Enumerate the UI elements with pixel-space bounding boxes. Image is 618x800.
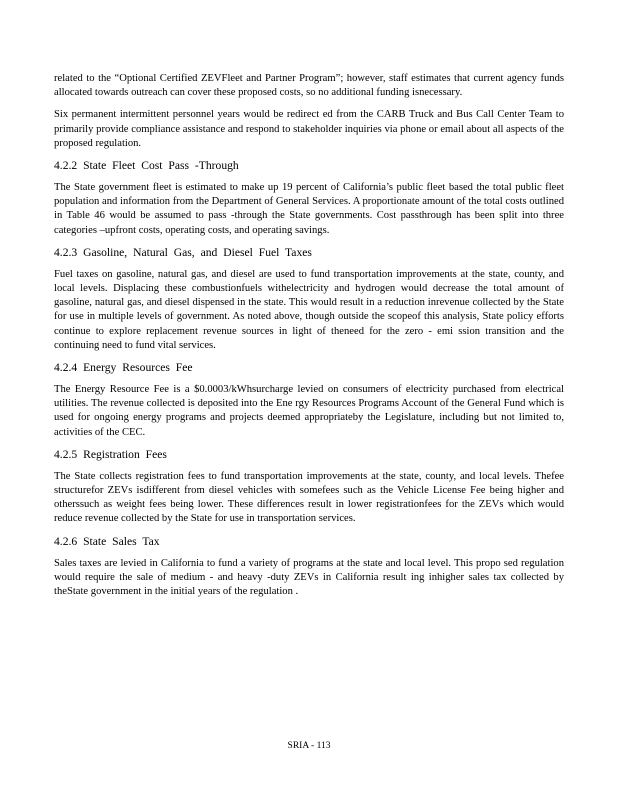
- paragraph-fuel-taxes: Fuel taxes on gasoline, natural gas, and diesel are used to fund transportation improvements at the state, county, and local levels. Displacing these combustionfuels withelectricity and hydrogen would decrease the total amount of gasoline, natural gas, and diesel dispensed in the state. This would result in a reduction inrevenue collected by the State for use in multiple levels of government. As noted above, though outside the scopeof this analysis, State policy efforts continue to explore replacement revenue sources in light of theneed for the zero - emi ssion transition and the continuing need to fund vital services.: [54, 268, 564, 351]
- paragraph-personnel: Six permanent intermittent personnel years would be redirect ed from the CARB Truck and Bus Call Center Team to primarily provide compliance assistance and respond to stakeholder inquiries via phone or email about all aspects of the proposed regulation.: [54, 109, 564, 149]
- paragraph-registration-fees: The State collects registration fees to fund transportation improvements at the state, county, and local levels. Thefee structurefor ZEVs isdifferent from diesel vehicles with somefees such as the Vehicle License Fee being higher and otherssuch as weight fees being lower. These differences result in lower registrationfees for the ZEVs which would reduce revenue collected by the State for use in transportation services.: [54, 470, 564, 525]
- section-heading-4-2-2: 4.2.2 State Fleet Cost Pass -Through: [54, 159, 239, 173]
- section-heading-4-2-3: 4.2.3 Gasoline, Natural Gas, and Diesel Fuel Taxes: [54, 245, 312, 259]
- paragraph-state-fleet: The State government fleet is estimated to make up 19 percent of California’s public fleet based the total public fleet population and information from the Department of General Services. A proportionate amount of the total costs outlined in Table 46 would be assumed to pass -through the State governments. Cost passthrough has been split into three categories –upfront costs, operating costs, and operating savings.: [54, 182, 564, 236]
- paragraph-sales-tax: Sales taxes are levied in California to fund a variety of programs at the state and local level. This propo sed regulation would require the sale of medium - and heavy -duty ZEVs in California result ing inhigher sales tax collected by theState government in the initial years of the regulation .: [54, 557, 564, 598]
- section-heading-4-2-4: 4.2.4 Energy Resources Fee: [54, 361, 193, 375]
- paragraph-outreach-costs: related to the “Optional Certified ZEVFleet and Partner Program”; however, staff estimates that current agency funds allocated towards outreach can cover these proposed costs, so no additional funding isnecessary.: [54, 73, 564, 99]
- section-heading-4-2-5: 4.2.5 Registration Fees: [54, 447, 167, 461]
- document-body: [54, 72, 564, 607]
- paragraph-energy-fee: The Energy Resource Fee is a $0.0003/kWhsurcharge levied on consumers of electricity purchased from electrical utilities. The revenue collected is deposited into the Ene rgy Resources Programs Account of the General Fund which is used for ongoing energy programs and projects deemed appropriateby the Legislature, including but not limited to, activities of the CEC.: [54, 384, 564, 438]
- section-heading-4-2-6: 4.2.6 State Sales Tax: [54, 534, 160, 548]
- page-number-footer: SRIA - 113: [287, 741, 331, 751]
